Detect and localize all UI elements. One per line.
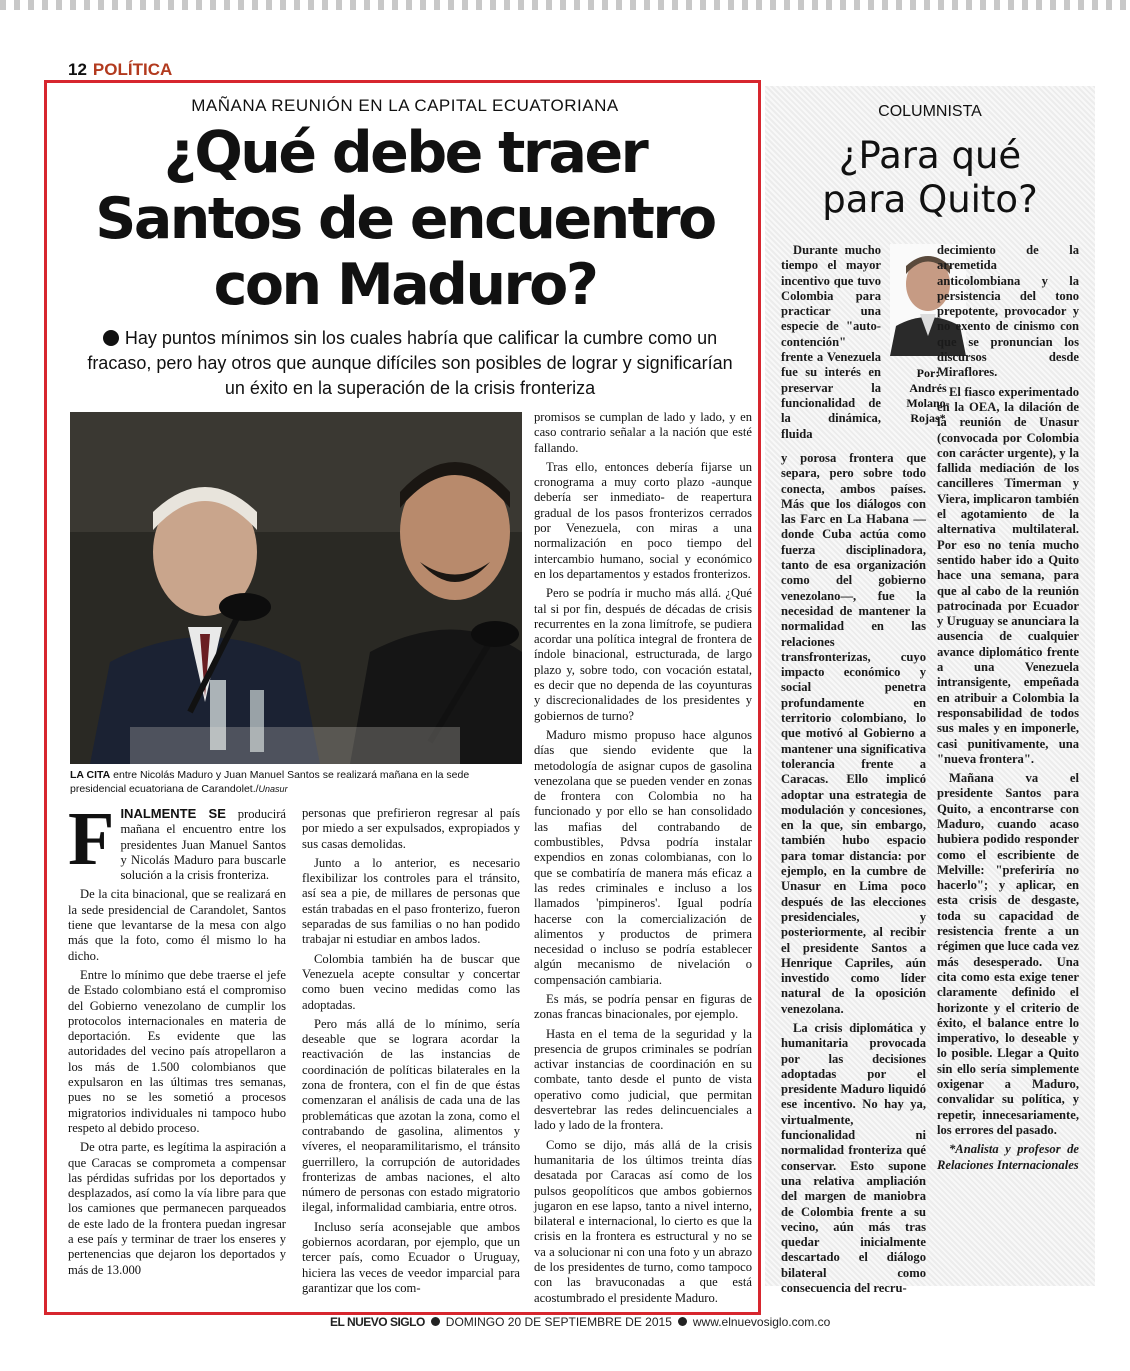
caption-lead: LA CITA bbox=[70, 769, 111, 781]
paragraph: Pero se podría ir mucho más allá. ¿Qué tal si por fin, después de décadas de crisis recurrentes en la zona limítrofe, se pudiera acordar una política integral de frontera de índole binacional, estructurada, de largo plazo y, sobre todo, con vocación estatal, es decir que no dependa de las coyunturas y discrecionalidades de los presidentes y gobiernos de turno? bbox=[534, 586, 752, 723]
paragraph: y porosa frontera que separa, pero sobre todo conecta, ambos países. Más que los diálogos con las Farc en La Habana —donde Cuba actúa como fuerza disciplinadora, tanto de esa organización como del gobierno venezolano—, fue la necesidad de mantener la normalidad en las relaciones transfronterizas, cuyo impacto económico y social penetra profundamente en territorio colombiano, lo que motivó al Gobierno a mantener una significativa tolerancia frente a Caracas. Ello implicó adoptar una estrategia de modulación y concesiones, en la que, sin embargo, también hubo espacio para tomar distancia: por ejemplo, en la cumbre de Unasur en Lima poco después de las elecciones presidenciales, y posteriormente, al recibir el presidente Santos a Henrique Capriles, aún investido como líder natural de la oposición venezolana. bbox=[781, 451, 926, 1016]
paragraph: promisos se cumplan de lado y lado, y en caso contrario señalar a la nación que esté fallando. bbox=[534, 410, 752, 455]
paragraph: La crisis diplomática y humanitaria provocada por las decisiones adoptadas por el presidente Maduro liquidó ese incentivo. No hay ya, virtualmente, funcionalidad ni normalidad fronteriza qué conservar. Esto supone una relativa ampliación del margen de maniobra de Colombia frente a su vecino, aún más tras quedar inicialmente descartado el diálogo bilateral como consecuencia del recru- bbox=[781, 1020, 926, 1296]
headline-line: Santos de encuentro bbox=[95, 186, 715, 252]
paragraph: Maduro mismo propuso hace algunos días que siendo evidente que la metodología de asignar cupos de gasolina venezolana que se pueden vender en zonas de frontera con Colombia no ha funcionado y por ello se han consolidado las mafias del contrabando de combustibles, Pdvsa podría instalar expendios en zonas colombianas, con lo que se combatiría de manera más eficaz a las redes criminales e incluso a los llamados 'pimpineros'. Igual podría hacerse con la comercialización de alimentos y productos de primera necesidad o incluso se podría establecer algún mecanismo de nivelación o compensación cambiaria. bbox=[534, 727, 752, 987]
paragraph: Junto a lo anterior, es necesario flexibilizar los controles para el tránsito, así sea a pie, de millares de personas que están trabadas en el paso fronterizo, fueron separadas de sus familias o no han podido trabajar ni estudiar en ambos lados. bbox=[302, 855, 520, 947]
byline-line: Molano- bbox=[906, 396, 950, 410]
paragraph: Tras ello, entonces debería fijarse un cronograma a muy corto plazo -aunque debería ser inmediato- de reapertura gradual de los pasos fronterizos cerrados por Venezuela, con miras a una normalización en poco tiempo del intercambio humano, social y económico en los departamentos y estados fronterizos. bbox=[534, 459, 752, 581]
deck-text: Hay puntos mínimos sin los cuales habría que calificar la cumbre como un fracaso, pero hay otros que aunque difíciles son posibles de lograr y significarían un éxito en la superación de la crisis fronteriza bbox=[87, 328, 733, 398]
paragraph: De otra parte, es legítima la aspiración a que Caracas se comprometa a compensar las pérdidas sufridas por los deportados y desplazados, así como la vía libre para que los camiones que permanecen parqueados de este lado de la frontera puedan ingresar a ese país y terminar de traer los enseres y pertenencias que dejaron los deportados y más de 13.000 bbox=[68, 1140, 286, 1277]
caption-text: entre Nicolás Maduro y Juan Manuel Santos se realizará mañana en la sede presidencial ecuatoriana de Carandolet./ bbox=[70, 769, 470, 795]
lead-text: producirá mañana el encuentro entre los presidentes Juan Manuel Santos y Nicolás Maduro para buscarle solución a la crisis fronteriza. bbox=[120, 807, 286, 883]
lead-paragraph bbox=[68, 797, 286, 883]
page-footer bbox=[330, 1315, 850, 1329]
bullet-icon bbox=[431, 1317, 440, 1326]
column-title bbox=[765, 134, 1095, 222]
paragraph: Hasta en el tema de la seguridad y la presencia de grupos criminales se podrían activar instancias de coordinación en su combate, tanto desde el punto de vista operativo como judicial, que permitan desvertebrar las redes delincuenciales a lado y lado de la frontera. bbox=[534, 1026, 752, 1133]
author-signature: *Analista y profesor de Relaciones Internacionales bbox=[937, 1142, 1079, 1172]
article-column-2 bbox=[302, 806, 520, 1300]
article-column-1 bbox=[68, 797, 286, 1282]
section-name: POLÍTICA bbox=[92, 60, 173, 79]
section-header bbox=[68, 60, 172, 80]
column-text-left bbox=[781, 451, 926, 1300]
dropcap: F bbox=[68, 797, 115, 881]
paragraph: Incluso sería aconsejable que ambos gobiernos acordaran, por ejemplo, que un tercer país, como Ecuador o Uruguay, hiciera las veces de veedor imparcial para garantizar que los com- bbox=[302, 1219, 520, 1295]
lead-caps: INALMENTE SE bbox=[120, 806, 226, 821]
article-headline bbox=[60, 120, 750, 318]
paragraph: Pero más allá de lo mínimo, sería deseable que se lograra acordar la reactivación de las instancias de coordinación de políticas bilaterales en la zona de frontera, con el fin de que éstas comenzaran el análisis de cada una de las problemáticas que azotan la zona, como el contrabando de gasolina, alimentos y víveres, el neoparamilitarismo, el tránsito guerrillero, la corrupción de autoridades fronterizas de ambas naciones, el alto número de personas con estado migratorio ilegal, informalidad cambiaria, entre otros. bbox=[302, 1016, 520, 1215]
paragraph: El fiasco experimentado en la OEA, la dilación de la reunión de Unasur (convocada por Colombia con carácter urgente), y la fallida mediación de los cancilleres Timerman y Viera, implicaron también el agotamiento de la alternativa multilateral. Por eso no tenía mucho sentido haber ido a Quito hace una semana, para que al cabo de la reunión patrocinada por Ecuador y Uruguay se anunciara la ausencia de cualquier avance diplomático frente a una Venezuela intransigente, empeñada en atribuir a Colombia la responsabilidad de todos sus males y en imponerle, casi punitivamente, una "nueva frontera". bbox=[937, 384, 1079, 766]
paragraph: Entre lo mínimo que debe traerse el jefe de Estado colombiano está el compromiso del Gobierno venezolano de cumplir los protocolos internacionales en materia de deportación. Es evidente que las autoridades del vecino país atropellaron a los más de 1.500 colombianos que expulsaron en las últimas tres semanas, pues no se les sometió a procesos migratorios individuales ni tampoco hubo respeto al debido proceso. bbox=[68, 967, 286, 1135]
photo-caption bbox=[70, 768, 522, 796]
caption-credit: Unasur bbox=[258, 784, 288, 794]
headline-line: ¿Qué debe traer bbox=[163, 120, 647, 186]
photo-illustration bbox=[70, 412, 522, 764]
paper-logo: EL NUEVO SIGLO bbox=[330, 1315, 425, 1329]
paragraph: Mañana va el presidente Santos para Quito, a encontrarse con Maduro, cuando acaso hubiera podido responder como el escribiente de Melville: "preferiría no hacerlo"; y aplicar, en esta crisis de desgaste, toda su capacidad de resistencia frente a un régimen que luce cada vez más desesperado. Una cita como esta exige tener claramente definido el horizonte y el criterio de éxito, el balance entre lo imperativo, lo deseable y lo posible. Llegar a Quito sin ello sería simplemente oxigenar a Maduro, convalidar su política, y repetir, innecesariamente, los errores del pasado. bbox=[937, 771, 1079, 1137]
paragraph: Colombia también ha de buscar que Venezuela acepte consultar y concertar como buen vecino medidas como las adoptadas. bbox=[302, 951, 520, 1012]
column-text-top-left bbox=[781, 243, 881, 446]
article-column-3 bbox=[534, 410, 752, 1310]
byline-line: Rojas* bbox=[910, 411, 946, 425]
bullet-icon bbox=[678, 1317, 687, 1326]
column-label: COLUMNISTA bbox=[878, 103, 982, 120]
paragraph: decimiento de la arremetida anticolombiana y la persistencia del tono prepotente, provocador y no exento de cinismo con que se pronuncian los discursos desde Miraflores. bbox=[937, 243, 1079, 380]
article-kicker: MAÑANA REUNIÓN EN LA CAPITAL ECUATORIANA bbox=[191, 96, 619, 115]
bullet-icon bbox=[103, 330, 119, 346]
paragraph: Durante mucho tiempo el mayor incentivo que tuvo Colombia para practicar una especie de "auto-contención" frente a Venezuela fue su interés en preservar la funcionalidad de la dinámica, fluida bbox=[781, 243, 881, 441]
headline-line: con Maduro? bbox=[213, 252, 597, 318]
paragraph: De la cita binacional, que se realizará en la sede presidencial de Carandolet, Santos tiene que levantarse de la mesa con algo más que la foto, como él mismo lo ha dicho. bbox=[68, 887, 286, 963]
page-top-rule bbox=[0, 0, 1130, 10]
column-title-line: ¿Para qué bbox=[838, 134, 1022, 177]
footer-date: DOMINGO 20 DE SEPTIEMBRE DE 2015 bbox=[445, 1315, 672, 1329]
article-deck bbox=[80, 326, 740, 401]
column-text-right bbox=[937, 243, 1079, 1177]
paragraph: Es más, se podría pensar en figuras de zonas francas binacionales, por ejemplo. bbox=[534, 991, 752, 1022]
byline-line: Andrés bbox=[909, 381, 947, 395]
column-title-line: para Quito? bbox=[822, 178, 1038, 221]
byline-line: Por: bbox=[916, 366, 940, 380]
paragraph: Como se dijo, más allá de la crisis humanitaria de los últimos treinta días desatada por Caracas así como de los pulsos geopolíticos que ambos gobiernos jugaron en ese lapso, tanto a nivel interno, bilateral e internacional, lo cierto es que la crisis en la frontera es estructural y no se va a solucionar ni con una foto y un abrazo de los presidentes de turno, como tampoco con las bravuconadas a que está acostumbrado el presidente Maduro. bbox=[534, 1137, 752, 1305]
article-photo bbox=[70, 412, 522, 764]
footer-url: www.elnuevosiglo.com.co bbox=[692, 1315, 831, 1329]
paragraph: personas que prefirieron regresar al país por miedo a ser expulsados, expropiados y sus casas demolidas. bbox=[302, 806, 520, 851]
page-number: 12 bbox=[68, 60, 87, 79]
